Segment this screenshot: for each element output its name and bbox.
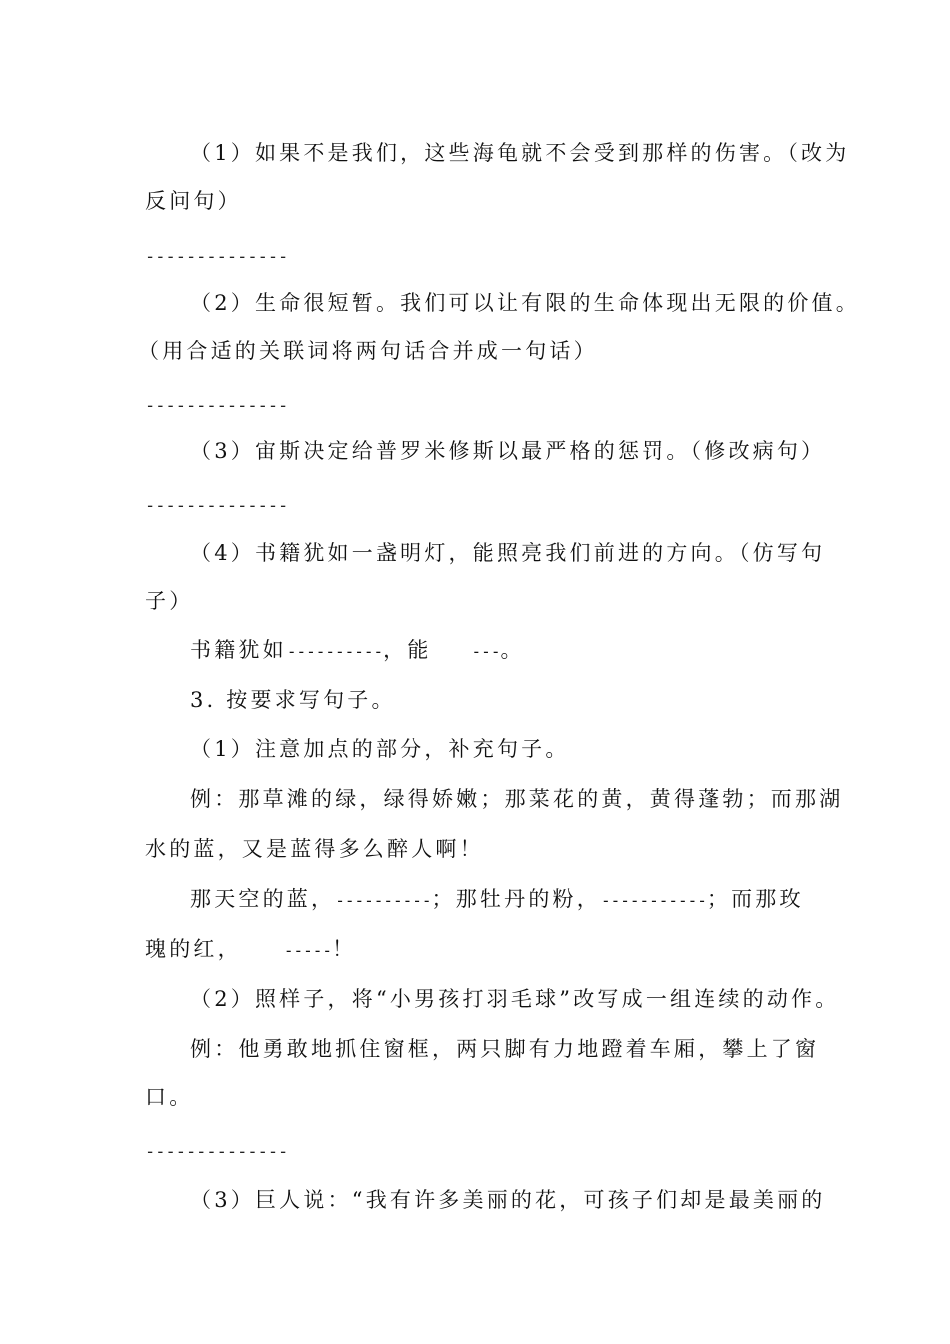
question-2-1-line-1: （1）如果不是我们，这些海龟就不会受到那样的伤害。（改为 xyxy=(190,141,850,165)
example-3-1-line-1: 例：那草滩的绿，绿得娇嫩；那菜花的黄，黄得蓬勃；而那湖 xyxy=(190,787,844,811)
fill-prefix: 书籍犹如 xyxy=(190,638,287,662)
answer-blank-2-3: -------------- xyxy=(145,496,289,516)
fill-text: 瑰的红， xyxy=(145,937,242,961)
fill-blank: --- xyxy=(471,642,501,661)
fill-blank: ----- xyxy=(283,941,332,960)
fill-blank: ----------- xyxy=(600,891,707,910)
question-3-1-line-1: （1）注意加点的部分，补充句子。 xyxy=(190,737,570,761)
question-3-1-fill-line-1 xyxy=(190,884,804,916)
answer-blank-3-2: -------------- xyxy=(145,1142,289,1162)
fill-end: ！ xyxy=(331,937,357,961)
example-3-2-line-2: 口。 xyxy=(145,1085,194,1109)
section-3-heading: 3. 按要求写句子。 xyxy=(190,688,396,712)
answer-blank-2-2: -------------- xyxy=(145,396,289,416)
example-3-2-line-1: 例：他勇敢地抓住窗框，两只脚有力地蹬着车厢，攀上了窗 xyxy=(190,1037,820,1061)
question-2-4-line-2: 子） xyxy=(145,589,194,613)
question-2-3-line-1: （3）宙斯决定给普罗米修斯以最严格的惩罚。（修改病句） xyxy=(190,439,826,463)
question-2-4-fill-line xyxy=(190,635,525,667)
answer-blank-2-1: -------------- xyxy=(145,247,289,267)
fill-text: 那天空的蓝， xyxy=(190,887,336,911)
example-3-1-line-2: 水的蓝，又是蓝得多么醉人啊！ xyxy=(145,837,484,861)
fill-text: ；那牡丹的粉， xyxy=(431,887,601,911)
fill-blank: ---------- xyxy=(335,891,432,910)
fill-end: 。 xyxy=(500,638,525,662)
question-2-1-line-2: 反问句） xyxy=(145,189,242,213)
fill-text: ；而那玫 xyxy=(706,887,804,911)
question-3-2-line-1: （2）照样子，将“小男孩打羽毛球”改写成一组连续的动作。 xyxy=(190,987,840,1011)
question-3-1-fill-line-2 xyxy=(145,934,356,966)
question-2-2-line-1: （2）生命很短暂。我们可以让有限的生命体现出无限的价值。 xyxy=(190,291,860,315)
question-2-4-line-1: （4）书籍犹如一盏明灯，能照亮我们前进的方向。（仿写句 xyxy=(190,541,826,565)
question-2-2-line-2: （用合适的关联词将两句话合并成一句话） xyxy=(138,339,598,363)
fill-blank: ---------- xyxy=(286,642,384,661)
fill-mid: ，能 xyxy=(383,638,432,662)
question-3-3-line-1: （3）巨人说：“我有许多美丽的花，可孩子们却是最美丽的 xyxy=(190,1188,826,1212)
